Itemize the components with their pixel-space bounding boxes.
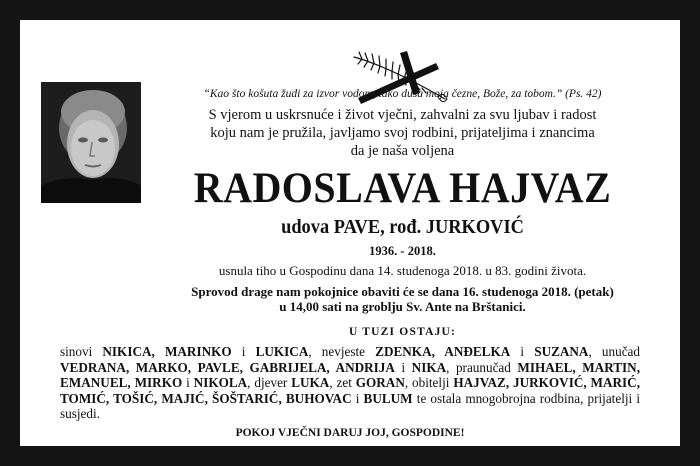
intro-line: da je naša voljena <box>350 143 455 159</box>
mourners-heading: U TUZI OSTAJU: <box>348 326 457 338</box>
mourners-names: MIHAEL, MARTIN, EMANUEL, MIRKO <box>60 359 640 391</box>
mourners-text: i <box>231 344 256 359</box>
mourners-names: LUKA <box>291 375 330 391</box>
deceased-name: RADOSLAVA HAJVAZ <box>193 165 612 212</box>
life-years: 1936. - 2018. <box>369 244 436 258</box>
mourners-names: BULUM <box>363 390 413 406</box>
mourners-text: sinovi <box>60 344 103 359</box>
mourners-names: GORAN <box>355 375 405 391</box>
mourners-names: ZDENKA, ANĐELKA <box>375 344 511 359</box>
funeral-line: Sprovod drage nam pokojnice obaviti će se dana 16. studenoga 2018. (petak) <box>191 284 614 299</box>
mourners-text: i <box>182 375 194 391</box>
mourners-names: SUZANA <box>534 344 589 359</box>
intro-text <box>165 106 640 160</box>
mourners-text: i <box>351 390 364 406</box>
mourners-names: NIKICA, MARINKO <box>102 344 232 359</box>
death-notice: usnula tiho u Gospodinu dana 14. studenoga 2018. u 83. godini života. <box>218 263 587 278</box>
intro-line: S vjerom u uskrsnuće i život vječni, zahvalni za svu ljubav i radost <box>208 107 597 123</box>
mourners-names: NIKA <box>411 359 447 375</box>
mourners-names: LUKICA <box>255 344 309 359</box>
mourners-text: i <box>510 344 535 359</box>
closing-prayer: POKOJ VJEČNI DARUJ JOJ, GOSPODINE! <box>235 427 465 439</box>
mourners-names: NIKOLA <box>193 375 248 391</box>
mourners-text: , unučad <box>588 344 640 359</box>
mourners-text: , zet <box>329 375 356 391</box>
mourners-list <box>60 344 640 422</box>
mourners-text: te ostala mnogobrojna rodbina, prijatelji i susjedi. <box>60 390 640 422</box>
mourners-text: , djever <box>247 375 292 391</box>
psalm-quote: “Kao što košuta žudi za izvor vodom, tako duša moja čezne, Bože, za tobom.” (Ps. 42) <box>203 88 602 100</box>
mourners-text: i <box>394 359 412 375</box>
funeral-info <box>165 284 640 314</box>
mourners-text: , nevjeste <box>308 344 376 359</box>
funeral-line: u 14,00 sati na groblju Sv. Ante na Brštanici. <box>279 299 526 314</box>
mourners-names: HAJVAZ, JURKOVIĆ, MARIĆ, TOMIĆ, TOŠIĆ, MAJIĆ, ŠOŠTARIĆ, BUHOVAC <box>60 375 640 406</box>
mourners-text: , obitelji <box>404 375 454 391</box>
mourners-names: VEDRANA, MARKO, PAVLE, GABRIJELA, ANDRIJA <box>60 359 395 375</box>
intro-line: koju nam je pružila, javljamo svoj rodbini, prijateljima i znancima <box>210 125 595 141</box>
portrait-photo <box>41 82 141 203</box>
mourners-text: , praunučad <box>446 359 518 375</box>
obituary-card <box>20 20 680 446</box>
widow-line: udova PAVE, rođ. JURKOVIĆ <box>281 216 524 238</box>
